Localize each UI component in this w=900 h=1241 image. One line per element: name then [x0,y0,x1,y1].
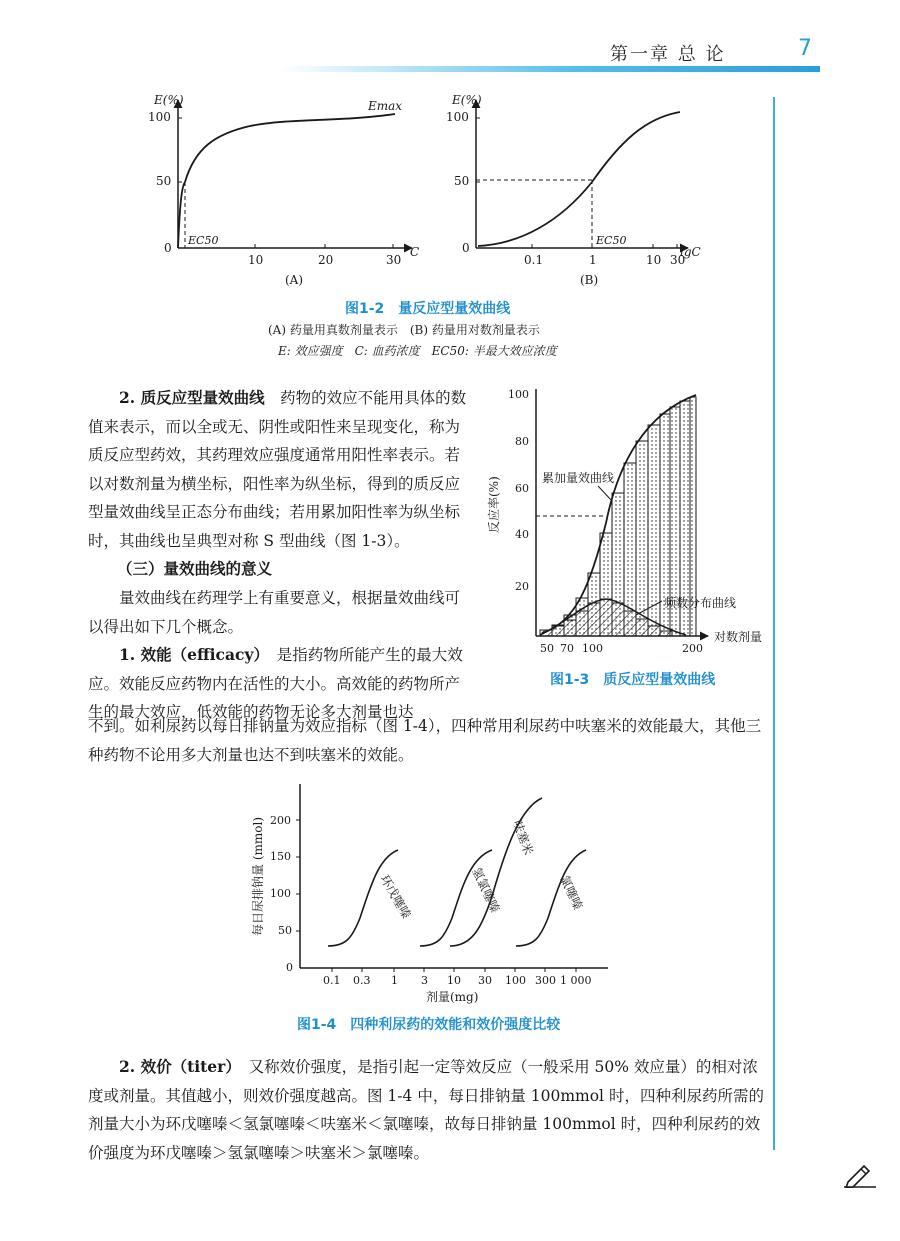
fig13-frequency-label: 频数分布曲线 [664,596,737,610]
section-2-title: 2. 质反应型量效曲线 [119,388,265,407]
fig14-xtick: 1 000 [560,974,592,987]
panel-b-label: (B) [580,273,599,287]
panel-b-xtick: 0.1 [524,253,544,267]
section-3-body: 量效曲线在药理学上有重要意义，根据量效曲线可以得出如下几个概念。 [88,589,461,636]
efficacy-title: 1. 效能（efficacy） [119,645,262,664]
figure-1-2 [140,90,720,290]
fig13-xtick: 50 [540,642,554,655]
section-2-body: 药物的效应不能用具体的数值来表示，而以全或无、阴性或阳性来呈现变化，称为质反应型药效，其药理效应强度通常用阳性率表示。若以对数剂量为横坐标，阳性率为纵坐标，得到的质反应型量效曲线呈正态分布曲线；若用累加阳性率为纵坐标时，其曲线也呈典型对称 S 型曲线（图 1-3）。 [88,389,467,550]
fig14-xtick: 0.3 [353,974,371,987]
curve-hydrochlorothiazide [420,850,492,946]
panel-a-ec50: EC50 [188,234,219,247]
fig13-ytick: 80 [515,435,529,448]
panel-b-xtick: 30 [670,253,686,267]
panel-a-xtick: 30 [386,253,402,267]
fig14-xtick: 30 [478,974,492,987]
panel-a-curve [178,114,395,248]
panel-a-label: (A) [285,273,304,287]
fig14-xtick: 10 [447,974,461,987]
fig14-xtick: 100 [505,974,526,987]
fig14-xtick: 1 [391,974,398,987]
header-rule [280,66,820,72]
fig13-xtick: 200 [682,642,703,655]
panel-a-ytick: 50 [156,174,172,188]
fig14-ytick: 0 [286,961,293,974]
fig13-ytick: 60 [515,482,529,495]
panel-b-ec50: EC50 [596,234,627,247]
panel-b-ylabel: E(%) [452,93,482,107]
figure-1-4 [248,778,628,1008]
section-3-paragraph [88,584,473,641]
fig14-xtick: 300 [535,974,556,987]
fig14-ytick: 150 [270,850,291,863]
label-chlorothiazide: 氯噻嗪 [557,873,586,912]
fig14-ylabel: 每日尿排钠量 (mmol) [251,817,265,936]
titer-title: 2. 效价（titer） [119,1057,234,1076]
panel-a-xvar: C [410,245,420,259]
fig14-ytick: 50 [278,924,292,937]
fig14-ytick: 100 [270,887,291,900]
figure-1-2-subcaption-2: E: 效应强度 C: 血药浓度 EC50: 半最大效应浓度 [278,344,557,358]
efficacy-paragraph-bottom [88,712,766,769]
label-hydrochlorothiazide: 氢氯噻嗪 [469,865,503,915]
fig13-ytick: 20 [515,580,529,593]
fig13-xlabel: 对数剂量 [714,630,763,644]
pen-icon [842,1160,878,1188]
fig13-xtick: 100 [582,642,603,655]
panel-b-xtick: 10 [646,253,662,267]
label-cyclopenthiazide: 环戊噻嗪 [377,872,414,922]
titer-body: 又称效价强度，是指引起一定等效反应（一般采用 50% 效应量）的相对浓度或剂量。其值越小，则效价强度越高。图 1-4 中，每日排钠量 100mmol 时，四种利尿药所需的剂量大小为环戊噻嗪＜氢氯噻嗪＜呋塞米＜氯噻嗪，故每日排钠量 100mmol 时，四种利尿药的效价强度为环戊噻嗪＞氢氯噻嗪＞呋塞米＞氯噻嗪。 [88,1058,764,1162]
panel-b-xtick: 1 [589,253,597,267]
panel-b-ytick: 100 [446,110,469,124]
efficacy-body-b: 不到。如利尿药以每日排钠量为效应指标（图 1-4），四种常用利尿药中呋塞米的效能最大，其他三种药物不论用多大剂量也达不到呋塞米的效能。 [88,717,762,764]
fig14-xlabel: 剂量(mg) [426,990,479,1004]
fig13-ytick: 100 [508,388,529,401]
side-margin-rule [773,97,775,1150]
fig14-ytick: 200 [270,814,291,827]
figure-1-3 [486,383,768,665]
panel-b [446,93,701,287]
fig14-xtick: 3 [421,974,428,987]
figure-1-4-caption: 图1-4 四种利尿药的效能和效价强度比较 [297,1017,561,1033]
panel-b-ytick: 0 [462,241,470,255]
curve-cyclopenthiazide [328,850,398,946]
figure-1-2-subcaption-1: (A) 药量用真数剂量表示 (B) 药量用对数剂量表示 [268,323,540,337]
fig13-xtick: 70 [560,642,574,655]
panel-a-xtick: 20 [318,253,334,267]
fig13-ytick: 40 [515,528,529,541]
panel-a-ylabel: E(%) [154,93,184,107]
panel-b-xvar: lgC [680,245,701,259]
efficacy-body-a: 是指药物所能产生的最大效应。效能反应药物内在活性的大小。高效能的药物所产生的最大效应，低效能的药物无论多大剂量也达 [88,646,463,721]
page-number: 7 [798,36,812,61]
label-furosemide: 呋塞米 [510,818,536,857]
panel-a-emax: Emax [368,99,403,113]
figure-1-2-caption: 图1-2 量反应型量效曲线 [345,301,511,317]
fig14-xtick: 0.1 [323,974,341,987]
curve-furosemide [450,798,542,946]
fig13-cumulative-label: 累加量效曲线 [542,471,615,485]
panel-a [148,93,419,287]
section-2-paragraph [88,384,473,555]
fig13-ylabel: 反应率(%) [487,476,501,533]
panel-a-ytick: 0 [164,241,172,255]
panel-a-xtick: 10 [248,253,264,267]
panel-a-ytick: 100 [148,110,171,124]
section-3-heading: （三）量效曲线的意义 [117,559,273,578]
figure-1-3-caption: 图1-3 质反应型量效曲线 [550,672,716,688]
panel-b-curve [478,112,680,246]
fig14-drug-labels [377,818,585,921]
running-header: 第一章 总 论 [610,44,726,65]
titer-paragraph [88,1053,766,1167]
panel-b-ytick: 50 [454,174,470,188]
